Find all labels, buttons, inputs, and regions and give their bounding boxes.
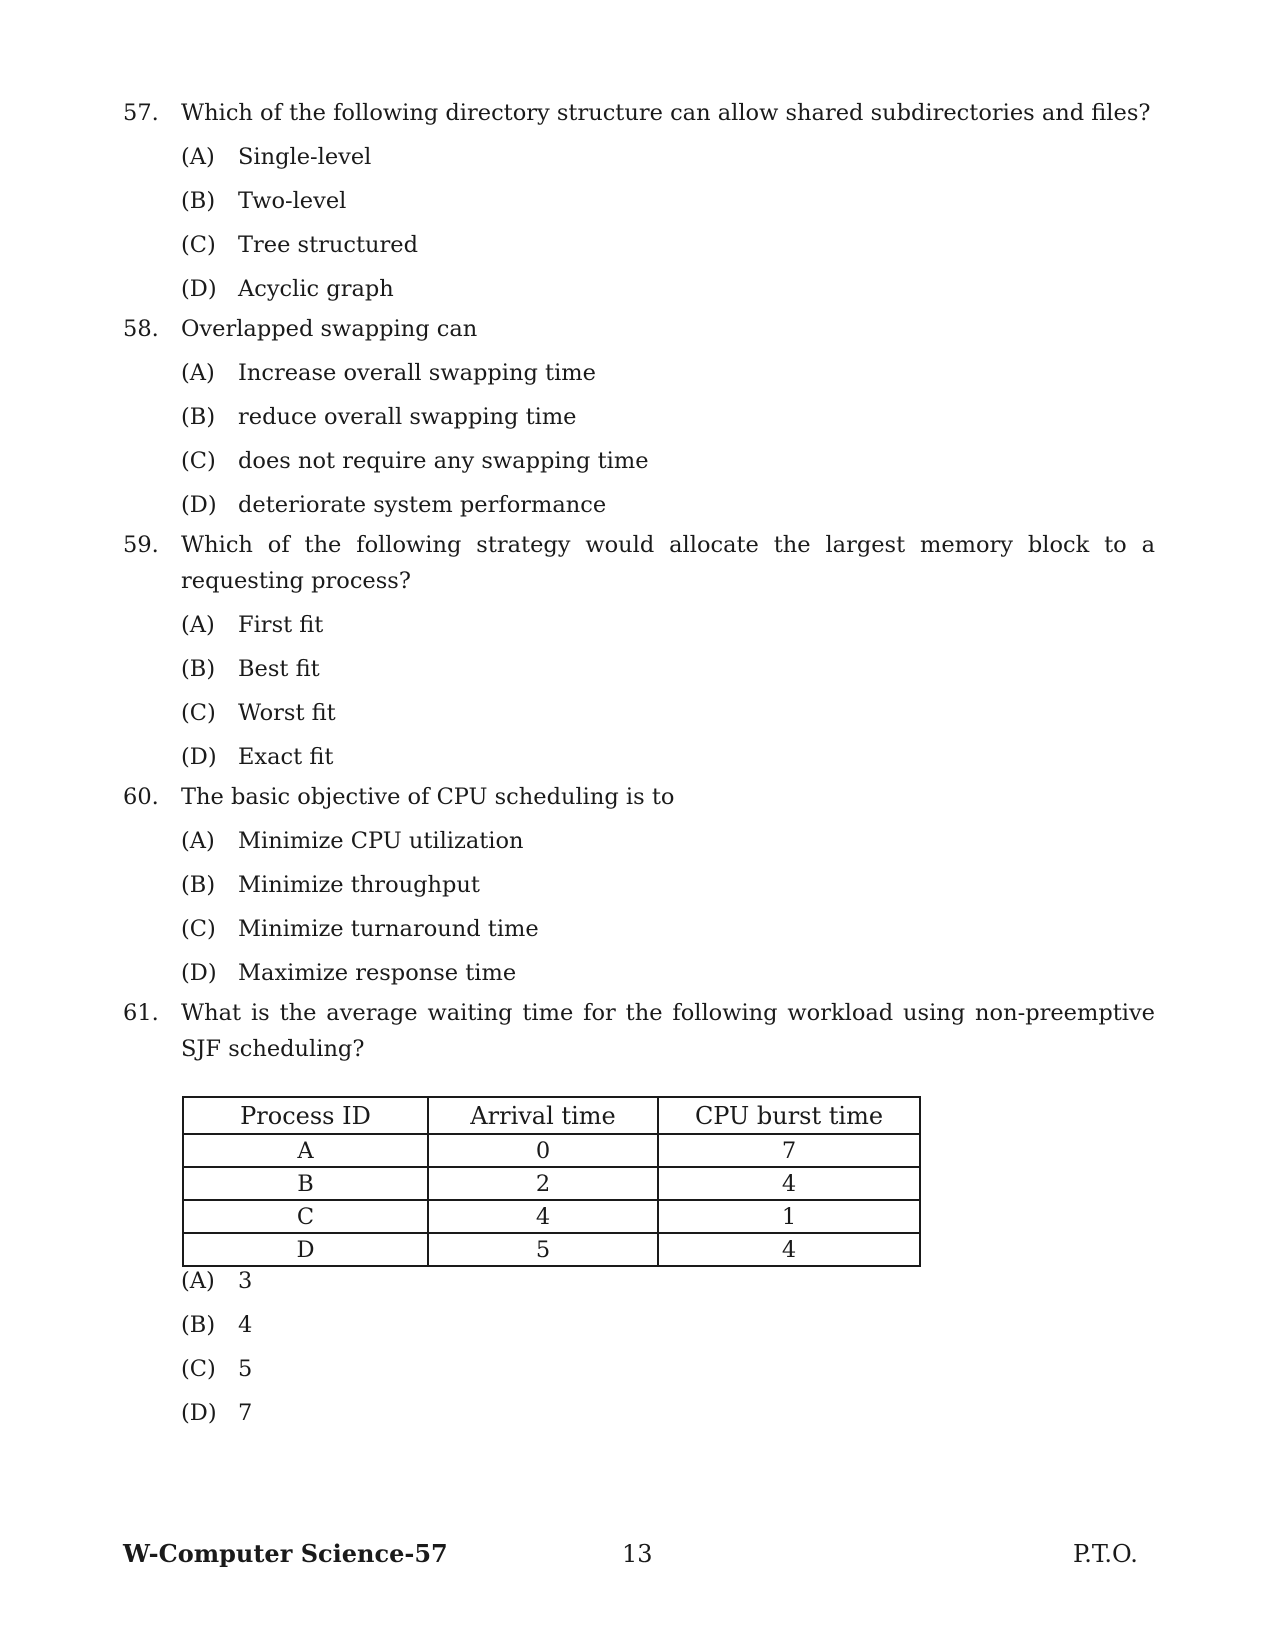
option-text: Minimize throughput (238, 872, 480, 898)
table-cell: B (183, 1167, 428, 1200)
option-label: (C) (181, 232, 216, 258)
table-cell: D (183, 1233, 428, 1266)
table-cell: C (183, 1200, 428, 1233)
question-number: 61. (123, 1000, 159, 1026)
option-b (181, 399, 1155, 435)
option-text: 3 (238, 1268, 253, 1294)
option-d (181, 271, 1155, 307)
options-list (181, 823, 1155, 991)
question-57 (123, 95, 1155, 315)
options-list (181, 607, 1155, 775)
question-stem: Which of the following strategy would allocate the largest memory block to a requesting process? (181, 532, 1155, 594)
option-a (181, 355, 1155, 391)
option-b (181, 183, 1155, 219)
table-cell: 4 (428, 1200, 658, 1233)
option-text: Exact fit (238, 744, 334, 770)
question-stem: Which of the following directory structure can allow shared subdirectories and files? (181, 100, 1151, 126)
table-cell: 2 (428, 1167, 658, 1200)
table-row (183, 1233, 920, 1266)
options-list (181, 355, 1155, 523)
option-label: (B) (181, 404, 216, 430)
table-cell: 4 (658, 1167, 920, 1200)
question-stem: Overlapped swapping can (181, 316, 478, 342)
option-text: reduce overall swapping time (238, 404, 577, 430)
table-cell: 1 (658, 1200, 920, 1233)
option-text: Minimize turnaround time (238, 916, 539, 942)
option-label: (D) (181, 276, 217, 302)
option-d (181, 955, 1155, 991)
table-cell: 7 (658, 1134, 920, 1167)
question-59 (123, 527, 1155, 783)
option-label: (C) (181, 1356, 216, 1382)
option-label: (A) (181, 1268, 215, 1294)
table-header-row (183, 1097, 920, 1134)
question-number: 58. (123, 316, 159, 342)
table-row (183, 1134, 920, 1167)
question-stem: What is the average waiting time for the following workload using non-preemptive SJF scheduling? (181, 1000, 1155, 1062)
option-text: Tree structured (238, 232, 418, 258)
option-text: Worst fit (238, 700, 336, 726)
option-label: (B) (181, 872, 216, 898)
option-b (181, 1307, 1155, 1343)
option-label: (A) (181, 828, 215, 854)
table-row (183, 1200, 920, 1233)
option-text: First fit (238, 612, 324, 638)
option-text: Acyclic graph (238, 276, 394, 302)
option-text: deteriorate system performance (238, 492, 607, 518)
option-label: (D) (181, 1400, 217, 1426)
option-c (181, 227, 1155, 263)
option-b (181, 651, 1155, 687)
table-row (183, 1167, 920, 1200)
question-number: 57. (123, 100, 159, 126)
option-label: (A) (181, 612, 215, 638)
table-cell: 4 (658, 1233, 920, 1266)
option-text: Two-level (238, 188, 347, 214)
option-label: (D) (181, 744, 217, 770)
option-label: (A) (181, 360, 215, 386)
header-process-id: Process ID (183, 1097, 428, 1134)
option-label: (A) (181, 144, 215, 170)
option-c (181, 443, 1155, 479)
pto-note: P.T.O. (1073, 1540, 1138, 1568)
question-58 (123, 311, 1155, 531)
option-d (181, 1395, 1155, 1431)
option-text: does not require any swapping time (238, 448, 649, 474)
table-cell: 5 (428, 1233, 658, 1266)
question-number: 60. (123, 784, 159, 810)
option-b (181, 867, 1155, 903)
option-text: 7 (238, 1400, 253, 1426)
option-label: (C) (181, 916, 216, 942)
options-list (181, 139, 1155, 307)
option-a (181, 823, 1155, 859)
option-a (181, 1263, 1155, 1299)
question-61-options (123, 1263, 1155, 1439)
question-61 (123, 995, 1155, 1067)
option-c (181, 1351, 1155, 1387)
option-c (181, 911, 1155, 947)
option-text: Single-level (238, 144, 372, 170)
workload-table (182, 1096, 921, 1267)
table-cell: 0 (428, 1134, 658, 1167)
option-d (181, 739, 1155, 775)
option-label: (D) (181, 960, 217, 986)
option-text: 4 (238, 1312, 253, 1338)
option-text: Increase overall swapping time (238, 360, 596, 386)
option-text: Best fit (238, 656, 320, 682)
option-label: (B) (181, 656, 216, 682)
option-text: Minimize CPU utilization (238, 828, 524, 854)
table-cell: A (183, 1134, 428, 1167)
option-d (181, 487, 1155, 523)
question-stem: The basic objective of CPU scheduling is to (181, 784, 675, 810)
option-text: Maximize response time (238, 960, 517, 986)
option-label: (C) (181, 448, 216, 474)
option-label: (C) (181, 700, 216, 726)
header-cpu-burst-time: CPU burst time (658, 1097, 920, 1134)
option-label: (B) (181, 1312, 216, 1338)
options-list (181, 1263, 1155, 1431)
option-a (181, 139, 1155, 175)
question-number: 59. (123, 532, 159, 558)
question-60 (123, 779, 1155, 999)
header-arrival-time: Arrival time (428, 1097, 658, 1134)
option-text: 5 (238, 1356, 253, 1382)
page-number: 13 (622, 1540, 653, 1568)
paper-code: W-Computer Science-57 (123, 1539, 448, 1568)
option-label: (B) (181, 188, 216, 214)
option-c (181, 695, 1155, 731)
option-a (181, 607, 1155, 643)
option-label: (D) (181, 492, 217, 518)
